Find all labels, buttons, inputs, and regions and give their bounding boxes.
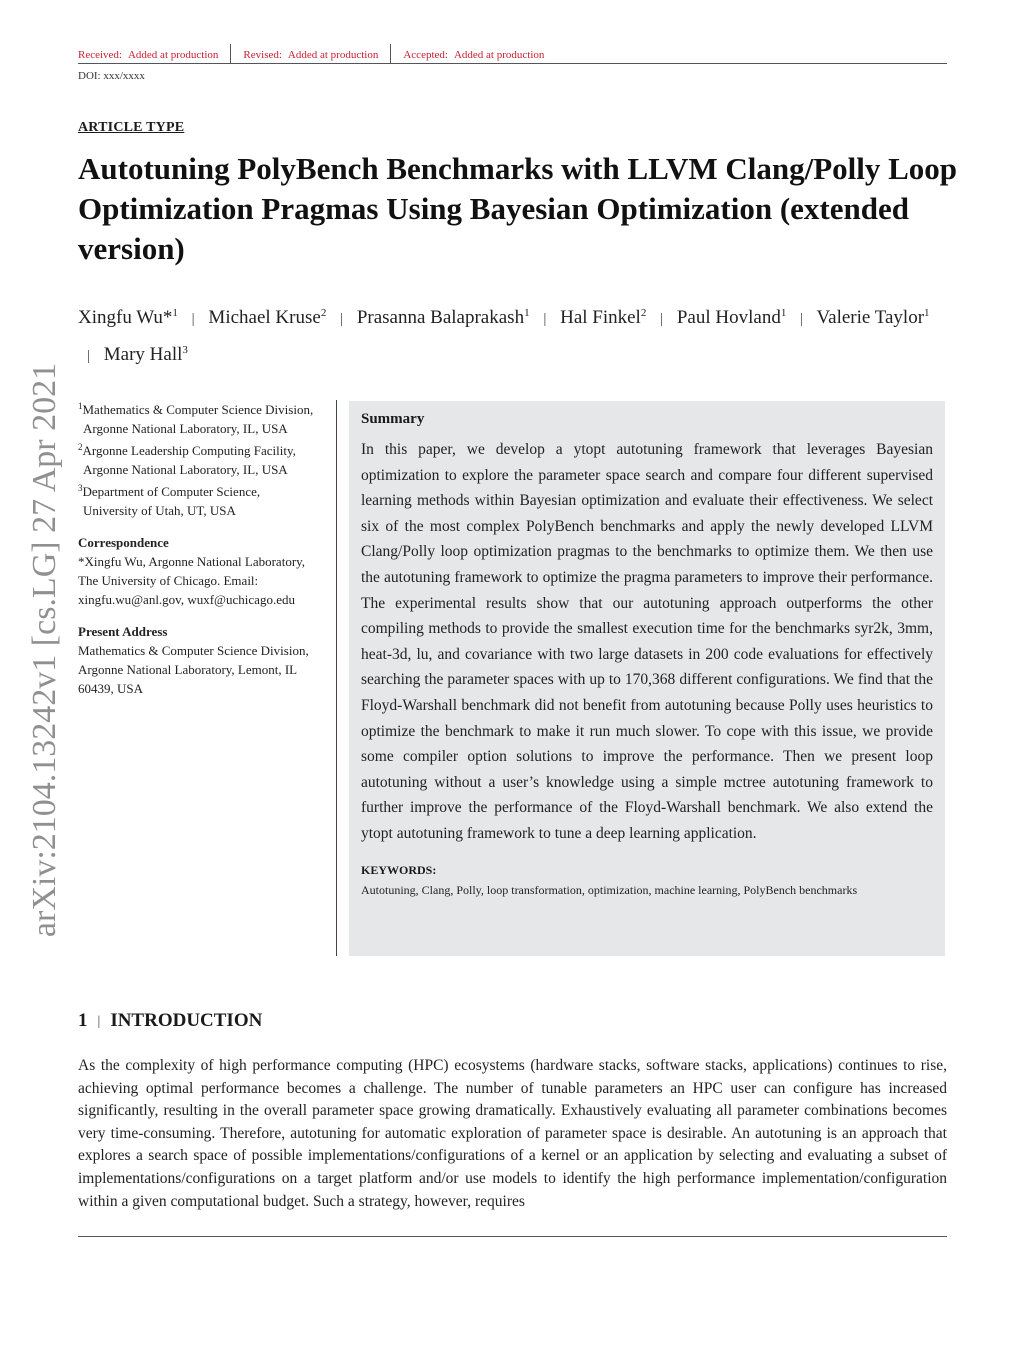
author-affiliation-mark: 2 — [320, 307, 327, 319]
sidebar-divider — [336, 400, 337, 956]
affiliation-line: Argonne National Laboratory, IL, USA — [83, 421, 288, 436]
affiliation: $^3$Department of Computer Science, — [78, 483, 261, 499]
section-heading — [78, 1010, 262, 1032]
arxiv-identifier: arXiv:2104.13242v1 [cs.LG] 27 Apr 2021 — [26, 362, 63, 938]
author-separator: | — [800, 311, 804, 327]
author-name: Paul Hovland$^1$ — [676, 307, 787, 328]
author-affiliation-mark: 3 — [182, 344, 188, 356]
present-address-line: Mathematics & Computer Science Division, — [78, 643, 309, 658]
correspondence-line: The University of Chicago. Email: — [78, 573, 259, 588]
article-type: ARTICLE TYPE — [78, 120, 185, 135]
author-separator: | — [191, 311, 195, 327]
author-separator: | — [660, 311, 664, 327]
affiliations — [78, 397, 333, 520]
author-affiliation-mark: 1 — [524, 307, 530, 319]
present-address-line: Argonne National Laboratory, Lemont, IL — [78, 662, 298, 677]
doi: DOI: xxx/xxxx — [78, 70, 145, 82]
author-separator: | — [340, 311, 344, 327]
author-name: Valerie Taylor$^1$ — [816, 307, 930, 328]
received-date: Received: Added at production — [78, 49, 219, 61]
section-divider: | — [97, 1014, 101, 1029]
author-separator: | — [543, 311, 547, 327]
keywords-text: Autotuning, Clang, Polly, loop transformation, optimization, machine learning, PolyBench benchmarks — [361, 882, 858, 897]
affiliation-mark: 3 — [78, 483, 83, 493]
present-address-line: 60439, USA — [78, 681, 144, 696]
present-address-heading: Present Address — [78, 624, 168, 639]
date-divider — [390, 44, 391, 64]
date-divider — [230, 44, 231, 64]
affiliation-mark: 1 — [78, 401, 83, 411]
author-name: Xingfu Wu*$^1$ — [78, 307, 178, 328]
keywords-heading: KEYWORDS: — [361, 862, 437, 877]
summary-heading: Summary — [361, 411, 425, 427]
author-name: Michael Kruse$^2$ — [208, 307, 327, 328]
author-affiliation-mark: 1 — [924, 307, 930, 319]
publication-dates — [78, 44, 544, 64]
author-name: Prasanna Balaprakash$^1$ — [356, 307, 530, 328]
sidebar — [78, 397, 333, 698]
author-name: Hal Finkel$^2$ — [560, 307, 647, 328]
present-address-text — [78, 641, 333, 698]
author-separator: | — [87, 348, 91, 364]
footer-rule — [78, 1236, 947, 1237]
author-affiliation-mark: 1 — [780, 307, 787, 319]
affiliation-line: University of Utah, UT, USA — [83, 503, 236, 518]
author-name: Mary Hall$^3$ — [103, 344, 188, 365]
author-affiliation-mark: 1 — [172, 307, 178, 319]
summary-box — [349, 401, 945, 956]
affiliation: $^2$Argonne Leadership Computing Facility, — [78, 442, 296, 458]
header-rule — [78, 63, 947, 64]
author-affiliation-mark: 2 — [640, 307, 647, 319]
correspondence-line: xingfu.wu@anl.gov, wuxf@uchicago.edu — [78, 592, 295, 607]
introduction-text: As the complexity of high performance computing (HPC) ecosystems (hardware stacks, software stacks, applications) continues to rise, achieving optimal performance becomes a challenge. The number of tunable parameters an HPC user can configure has increased significantly, resulting in the overall parameter space growing dramatically. Exhaustively evaluating all parameter combinations becomes very time-consuming. Therefore, autotuning for automatic exploration of parameter space is desirable. An autotuning is an approach that explores a search space of possible implementations/configurations of a kernel or an application by selecting and evaluating a subset of implementations/configurations on a target platform and/or use models to identify the high performance implementation/configuration within a given computational budget. Such a strategy, however, requires — [78, 1057, 947, 1210]
correspondence-line: *Xingfu Wu, Argonne National Laboratory, — [78, 554, 306, 569]
correspondence-heading: Correspondence — [78, 535, 169, 550]
summary-text: In this paper, we develop a ytopt autotuning framework that leverages Bayesian optimization to explore the parameter space search and compare four different supervised learning methods within Bayesian optimization and evaluate their effectiveness. We select six of the most complex PolyBench benchmarks and apply the newly developed LLVM Clang/Polly loop optimization pragmas to the benchmarks to optimize them. We then use the autotuning framework to optimize the pragma parameters to improve their performance. The experimental results show that our autotuning approach outperforms the other compiling methods to provide the smallest execution time for the benchmarks syr2k, 3mm, heat-3d, lu, and covariance with two large datasets in 200 code evaluations for effectively searching the parameter spaces with up to 170,368 different configurations. We find that the Floyd-Warshall benchmark did not benefit from autotuning because Polly uses heuristics to optimize the benchmark to make it run much slower. To cope with this issue, we provide some compiler option solutions to improve the performance. Then we present loop autotuning without a user’s knowledge using a simple mctree autotuning framework to further improve the performance of the Floyd-Warshall benchmark. We also extend the ytopt autotuning framework to tune a deep learning application. — [361, 441, 933, 842]
affiliation: $^1$Mathematics & Computer Science Division, — [78, 401, 314, 417]
affiliation-line: Argonne National Laboratory, IL, USA — [83, 462, 288, 477]
section-number: 1 — [78, 1010, 88, 1031]
correspondence-text — [78, 552, 333, 609]
author-list — [78, 298, 948, 372]
accepted-date: Accepted: Added at production — [403, 49, 545, 61]
affiliation-mark: 2 — [78, 442, 83, 452]
section-title: INTRODUCTION — [110, 1010, 263, 1031]
paper-title: Autotuning PolyBench Benchmarks with LLVM Clang/Polly Loop Optimization Pragmas Using Bayesian Optimization (extended version) — [78, 151, 958, 266]
revised-date: Revised: Added at production — [243, 49, 379, 61]
